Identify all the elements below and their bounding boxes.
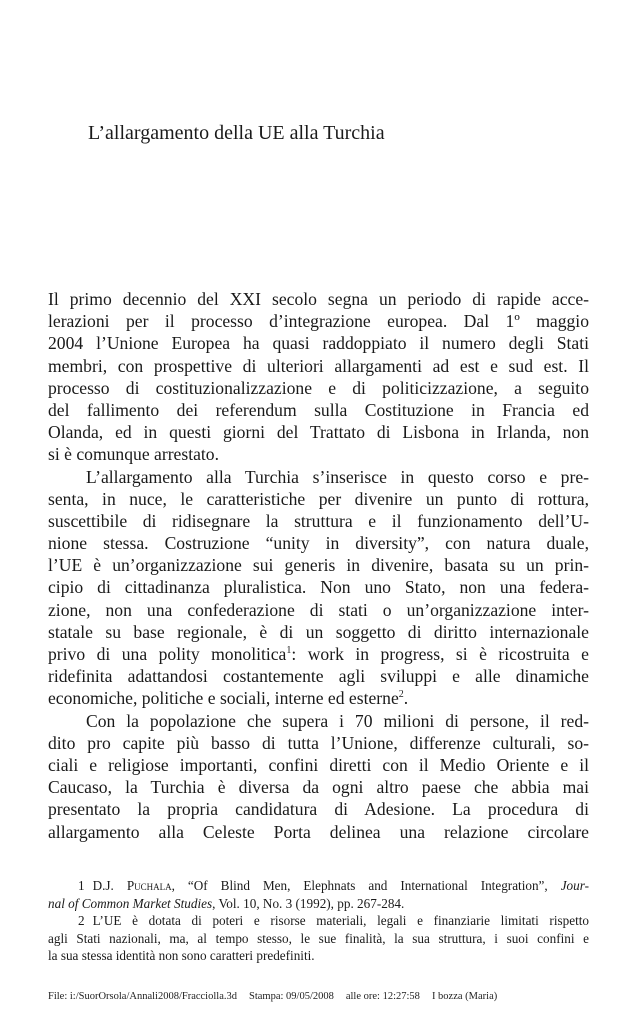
footnote-1-line: [48, 895, 589, 913]
footnote-number: 1: [78, 878, 85, 893]
text-line: 2004 l’Unione Europea ha quasi raddoppiato il numero degli Stati: [48, 333, 589, 354]
footer-file: File: i:/SuorOrsola/Annali2008/Fracciolla.3d: [48, 991, 237, 1002]
footer-time: alle ore: 12:27:58: [345, 991, 420, 1002]
text-segment: : work in progress, si è ricostruita e: [291, 644, 589, 664]
footnote-1-line: [48, 877, 589, 895]
footnote-author-surname: Puchala: [126, 878, 172, 893]
footnote-2-line: la sua stessa identità non sono caratteri predefiniti.: [48, 948, 315, 964]
chapter-title: L’allargamento della UE alla Turchia: [88, 122, 385, 144]
text-line: si è comunque arrestato.: [48, 444, 219, 465]
text-line: L’allargamento alla Turchia s’inserisce in questo corso e pre-: [86, 466, 589, 487]
footnote-number: 2: [78, 913, 85, 929]
text-line: cipio di cittadinanza pluralistica. Non uno Stato, non una federa-: [48, 577, 589, 598]
text-segment: privo di una polity monolitica: [48, 644, 287, 664]
text-line: ridefinita adattandosi costantemente agli sviluppi e alle dinamiche: [48, 666, 589, 687]
text-line: membri, con prospettive di ulteriori allargamenti ad est e sud est. Il: [48, 355, 589, 376]
text-line: Olanda, ed in questi giorni del Trattato di Lisbona in Irlanda, non: [48, 422, 589, 443]
text-line: dito pro capite più basso di tutta l’Unione, differenze culturali, so-: [48, 732, 589, 753]
paragraph-3: [48, 710, 589, 843]
paragraph-2: [48, 466, 589, 710]
text-line: [48, 687, 589, 709]
footnote-2-line: [48, 912, 589, 930]
text-line: Il primo decennio del XXI secolo segna un periodo di rapide acce-: [48, 289, 589, 309]
text-line: allargamento alla Celeste Porta delinea una relazione circolare: [48, 821, 589, 842]
footer-stampa: Stampa: 09/05/2008: [248, 991, 334, 1002]
text-line: presentato la propria candidatura di Adesione. La procedura di: [48, 799, 589, 820]
text-line: nione stessa. Costruzione “unity in diversity”, con natura duale,: [48, 533, 589, 554]
text-line: lerazioni per il processo d’integrazione europea. Dal 1º maggio: [48, 311, 589, 332]
footer-bozza: I bozza (Maria): [431, 991, 498, 1002]
text-line: Con la popolazione che supera i 70 milioni di persone, il red-: [86, 710, 589, 731]
text-line: zione, non una confederazione di stati o un’organizzazione inter-: [48, 599, 589, 620]
body-text: [48, 288, 589, 843]
footnote-journal: nal of Common Market Studies: [48, 895, 213, 911]
text-line: processo di costituzionalizzazione e di politicizzazione, a seguito: [48, 377, 589, 398]
text-line: [48, 643, 589, 665]
footnote-2-line: agli Stati nazionali, ma, al tempo stesso, le sue finalità, la sua struttura, i suoi confini e: [48, 930, 589, 946]
text-line: Caucaso, la Turchia è diversa da ogni altro paese che abbia mai: [48, 777, 589, 798]
footnote-rest: , Vol. 10, No. 3 (1992), pp. 267-284.: [212, 895, 405, 911]
footnote-text: L’UE è dotata di poteri e risorse materiali, legali e finanziarie limitati rispetto: [92, 913, 589, 929]
footnote-title: , “Of Blind Men, Elephnats and International Integration”,: [171, 878, 561, 893]
text-line: ciali e religiose importanti, confini diretti con il Medio Oriente e il: [48, 754, 589, 775]
text-segment: .: [403, 688, 409, 709]
text-line: l’UE è un’organizzazione sui generis in divenire, basata su un prin-: [48, 555, 589, 576]
paragraph-1: [48, 288, 589, 466]
text-line: statale su base regionale, è di un soggetto di diritto internazionale: [48, 621, 589, 642]
footnote-journal: Jour-: [560, 878, 589, 893]
text-line: senta, in nuce, le caratteristiche per divenire un punto di rottura,: [48, 488, 589, 509]
footnote-author-initials: D.J.: [92, 878, 114, 893]
print-footer: [48, 990, 509, 1004]
footnote-ref-1[interactable]: 1: [286, 645, 292, 657]
text-line: del fallimento dei referendum sulla Costituzione in Francia ed: [48, 399, 589, 420]
text-segment: economiche, politiche e sociali, interne ed esterne: [48, 688, 399, 709]
footnotes: [48, 877, 589, 965]
text-line: suscettibile di ridisegnare la struttura e il funzionamento dell’U-: [48, 510, 589, 531]
footnote-ref-2[interactable]: 2: [398, 689, 404, 701]
